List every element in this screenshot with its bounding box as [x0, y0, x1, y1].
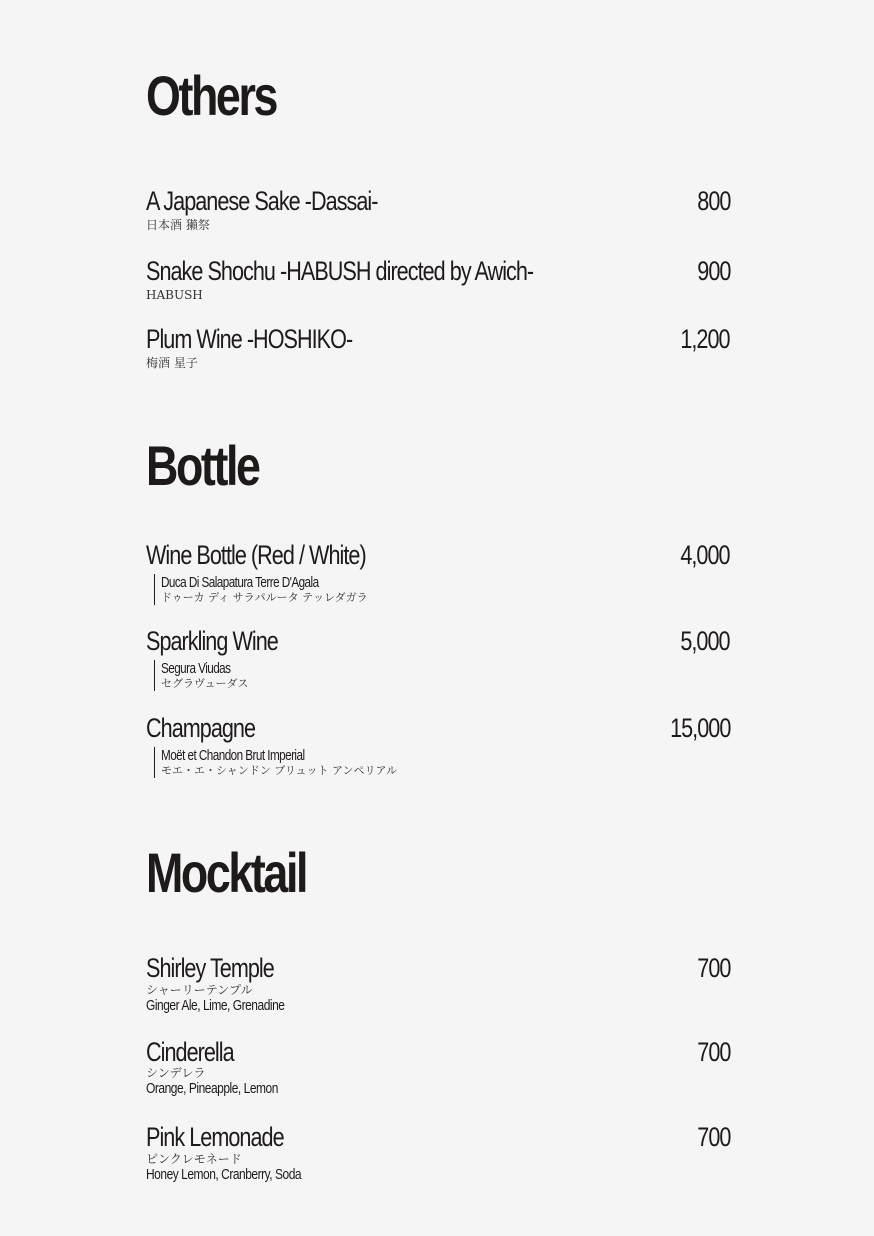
item-name: Wine Bottle (Red / White) [146, 540, 366, 570]
bottle-producer: Moët et Chandon Brut Imperial [161, 747, 305, 764]
item-japanese-name: ピンクレモネード [146, 1152, 242, 1166]
item-price: 4,000 [680, 540, 730, 570]
item-price: 800 [696, 186, 730, 216]
bottle-producer-kana: ドゥーカ ディ サラパルータ テッレダガラ [161, 591, 368, 604]
bottle-detail [154, 574, 561, 605]
item-price: 700 [696, 953, 730, 983]
bottle-detail [154, 660, 561, 691]
item-name: Plum Wine -HOSHIKO- [146, 324, 353, 354]
item-name: A Japanese Sake -Dassai- [146, 186, 378, 216]
item-price: 900 [696, 256, 730, 286]
item-name: Champagne [146, 713, 256, 743]
item-price: 15,000 [669, 713, 730, 743]
bottle-producer: Segura Viudas [161, 660, 231, 677]
item-japanese-name: シンデレラ [146, 1066, 206, 1080]
section-title-mocktail: Mocktail [146, 841, 307, 904]
item-price: 700 [696, 1122, 730, 1152]
bottle-producer: Duca Di Salapatura Terre D'Agala [161, 574, 319, 591]
item-price: 5,000 [680, 626, 730, 656]
item-ingredients: Ginger Ale, Lime, Grenadine [146, 997, 285, 1014]
item-ingredients: Honey Lemon, Cranberry, Soda [146, 1166, 302, 1183]
item-price: 1,200 [680, 324, 730, 354]
item-name: Pink Lemonade [146, 1122, 284, 1152]
item-name: Sparkling Wine [146, 626, 278, 656]
item-ingredients: Orange, Pineapple, Lemon [146, 1080, 278, 1097]
bottle-producer-kana: モエ・エ・シャンドン ブリュット アンペリアル [161, 764, 398, 777]
item-name: Shirley Temple [146, 953, 274, 983]
item-name: Snake Shochu -HABUSH directed by Awich- [146, 256, 534, 286]
section-title-bottle: Bottle [146, 434, 259, 497]
item-japanese-name: HABUSH [146, 288, 203, 302]
section-title-others: Others [146, 64, 276, 127]
bottle-producer-kana: セグラヴューダス [161, 677, 249, 690]
bottle-detail [154, 747, 561, 778]
item-name: Cinderella [146, 1037, 234, 1067]
item-japanese-name: 日本酒 獺祭 [146, 218, 210, 232]
item-japanese-name: 梅酒 星子 [146, 356, 198, 370]
item-japanese-name: シャーリーテンプル [146, 983, 253, 997]
item-price: 700 [696, 1037, 730, 1067]
